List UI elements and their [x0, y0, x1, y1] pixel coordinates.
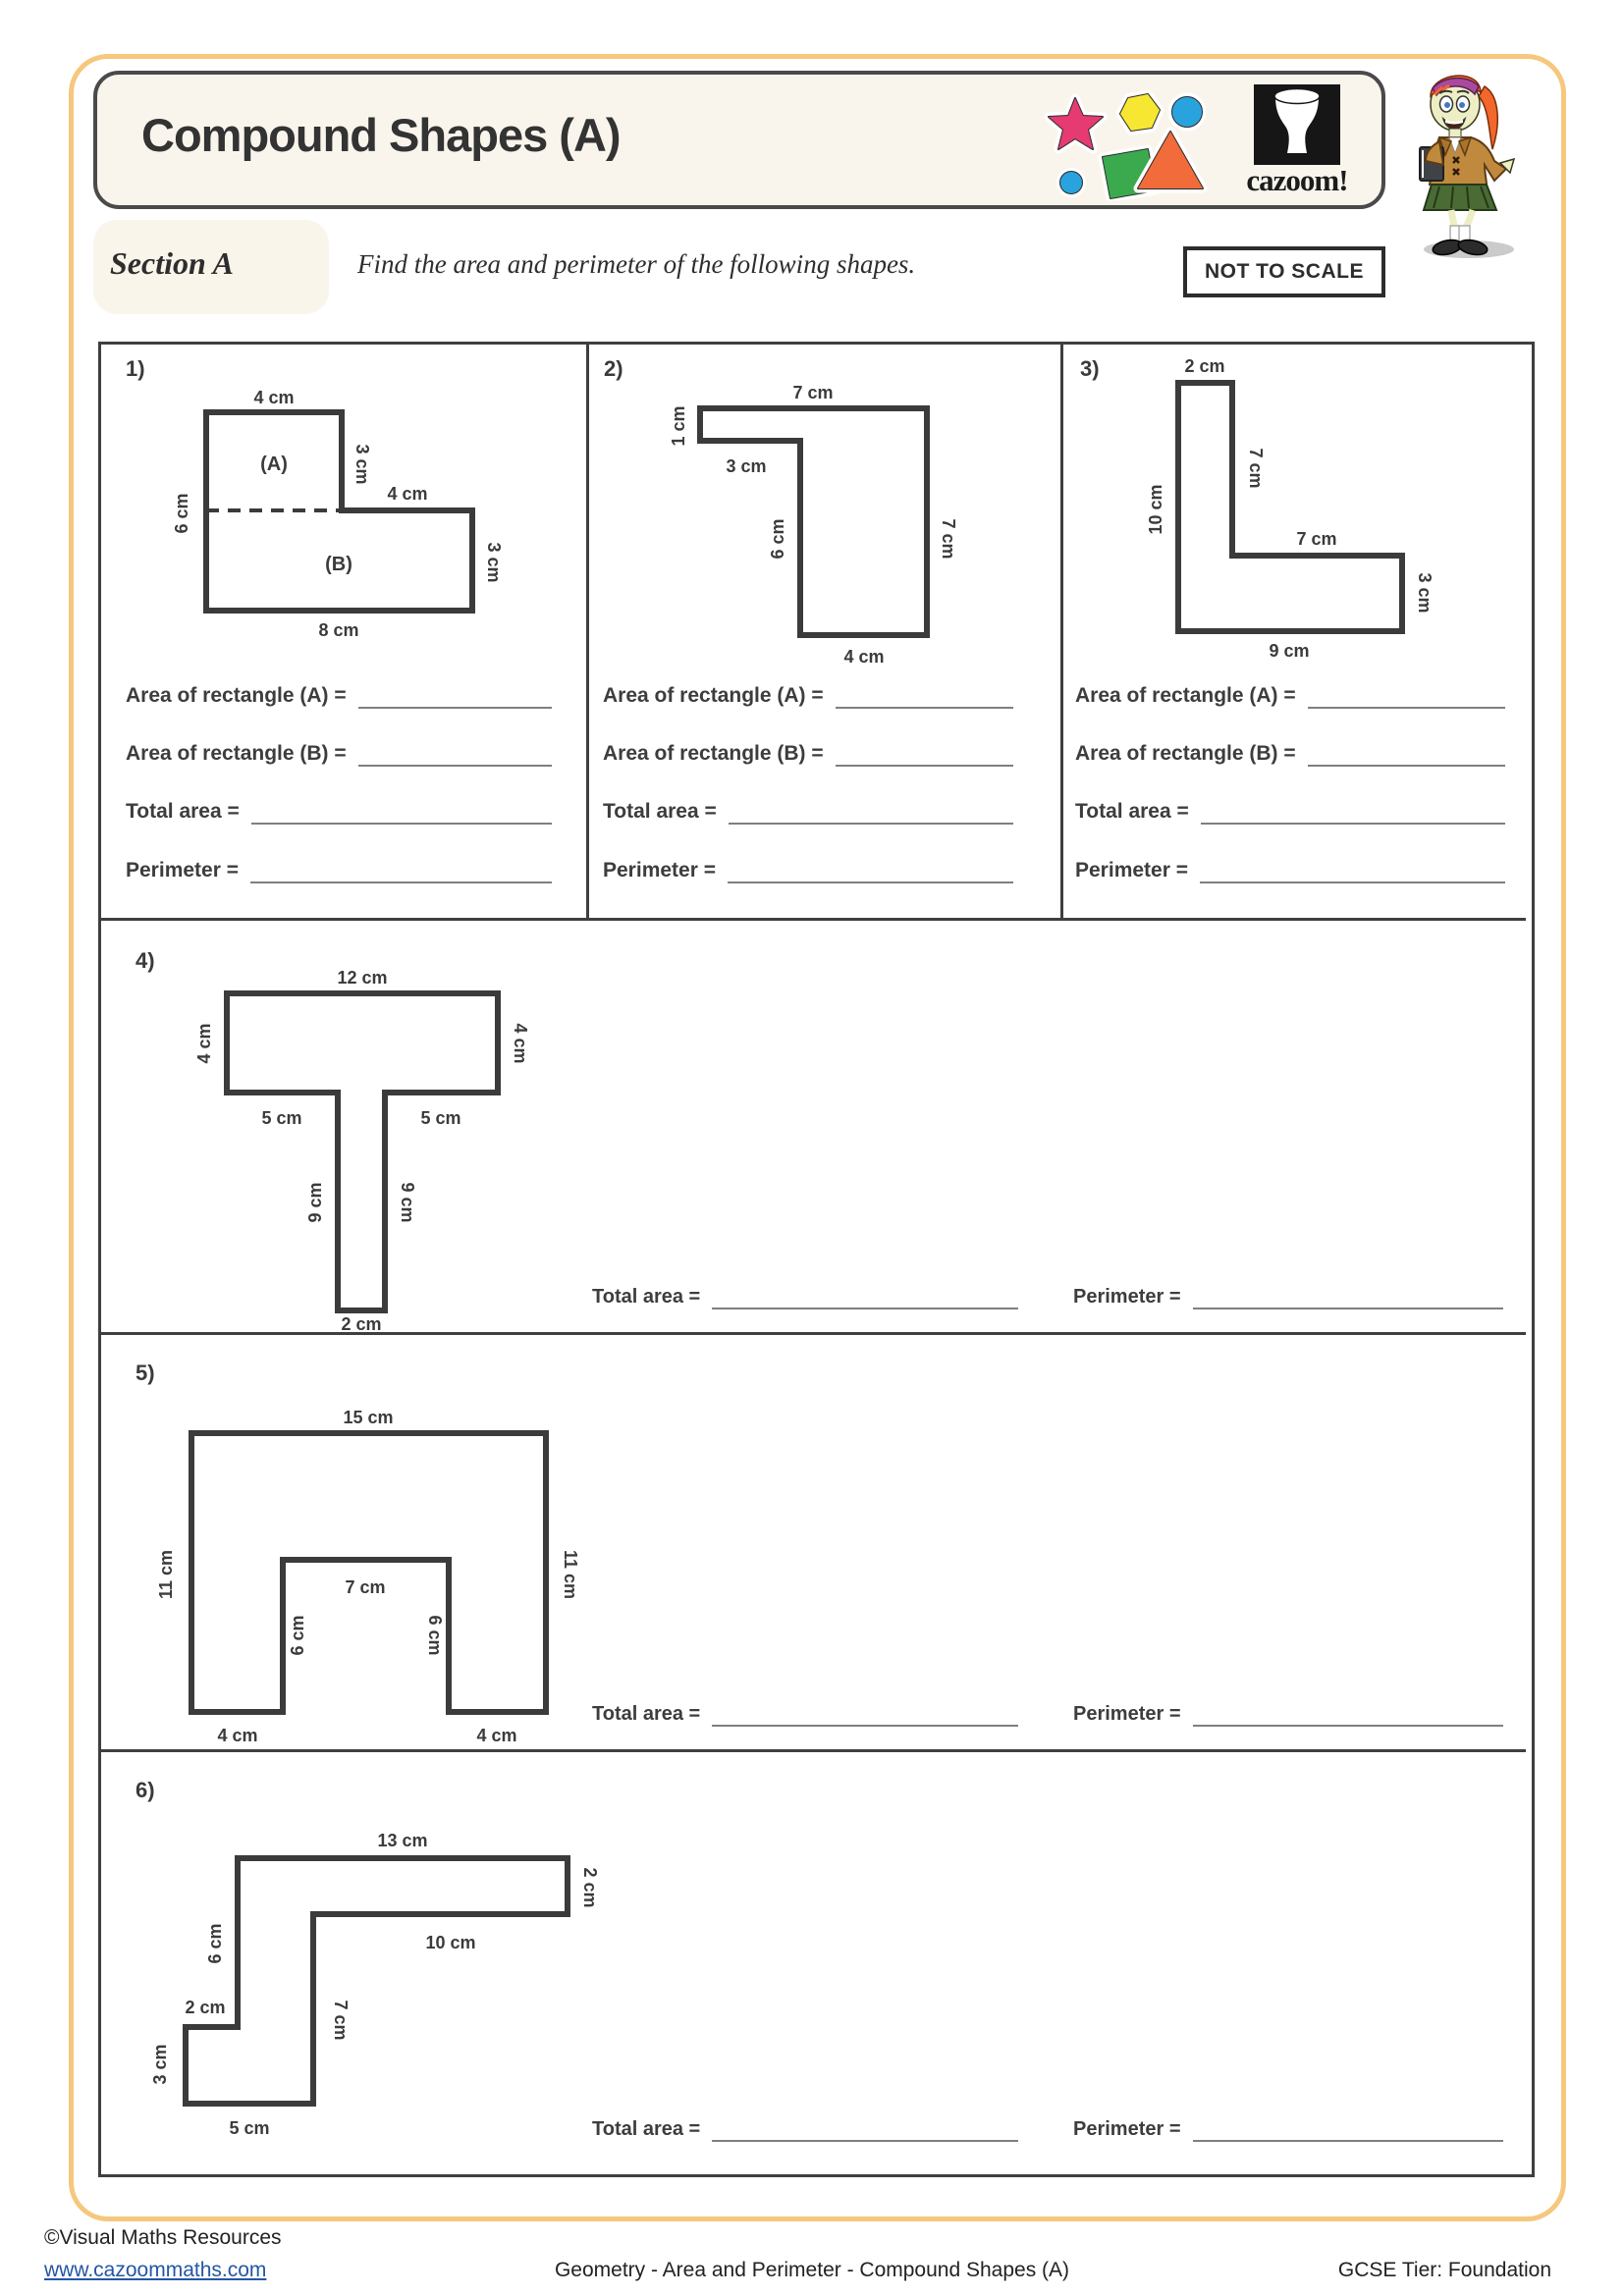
- answer-label: Total area =: [1075, 800, 1189, 823]
- answer-row: [1073, 1699, 1503, 1727]
- dim-label: 10 cm: [1146, 484, 1165, 535]
- rect-b-label: (B): [325, 554, 352, 575]
- mascot-illustration: [1398, 53, 1528, 263]
- shapes-cluster-icon: [1038, 80, 1224, 200]
- answer-blank: [251, 799, 552, 825]
- dim-label: 5 cm: [420, 1108, 461, 1128]
- dim-label: 6 cm: [205, 1923, 225, 1964]
- dim-label: 5 cm: [261, 1108, 302, 1128]
- dim-label: 3 cm: [726, 456, 767, 476]
- dim-label: 6 cm: [172, 493, 191, 534]
- not-to-scale-badge: NOT TO SCALE: [1183, 246, 1385, 297]
- answer-blank: [358, 683, 552, 709]
- answer-row: [592, 1282, 1018, 1309]
- dim-label: 4 cm: [387, 484, 428, 504]
- cazoom-logo: [1228, 84, 1366, 200]
- section-label: Section A: [110, 245, 234, 281]
- answer-row: [126, 739, 552, 767]
- dim-label: 7 cm: [331, 2000, 351, 2041]
- answer-label: Area of rectangle (A) =: [603, 684, 824, 707]
- problem-3-diagram: [1063, 345, 1529, 678]
- problem-4-diagram: [101, 921, 651, 1332]
- answer-row: [603, 739, 1013, 767]
- answer-row: [1075, 856, 1505, 883]
- dim-label: 4 cm: [843, 647, 885, 667]
- footer-website-link[interactable]: www.cazoommaths.com: [44, 2259, 267, 2281]
- dim-label: 12 cm: [337, 968, 388, 988]
- dim-label: 3 cm: [484, 542, 504, 583]
- answer-label: Total area =: [592, 2118, 701, 2140]
- dim-label: 5 cm: [229, 2118, 270, 2138]
- answer-blank: [1193, 1284, 1503, 1309]
- dim-label: 13 cm: [377, 1831, 428, 1850]
- row-1: [101, 345, 1526, 921]
- problem-2: [589, 345, 1063, 918]
- answer-label: Total area =: [592, 1703, 701, 1725]
- answer-blank: [1308, 741, 1505, 767]
- problem-number: 6): [135, 1778, 155, 1802]
- answer-label: Perimeter =: [1073, 2118, 1181, 2140]
- answer-label: Perimeter =: [1075, 859, 1188, 881]
- answer-label: Perimeter =: [1073, 1703, 1181, 1725]
- dim-label: 6 cm: [768, 518, 787, 560]
- problem-5: [101, 1335, 1526, 1752]
- answer-row: [603, 797, 1013, 825]
- problem-number: 4): [135, 948, 155, 973]
- answer-label: Perimeter =: [126, 859, 239, 881]
- answer-blank: [1193, 2116, 1503, 2142]
- answer-label: Total area =: [592, 1286, 701, 1308]
- answer-row: [1075, 681, 1505, 709]
- answer-row: [1075, 739, 1505, 767]
- cazoom-drum-icon: [1254, 84, 1340, 165]
- dim-label: 2 cm: [341, 1314, 382, 1332]
- dim-label: 7 cm: [1296, 529, 1337, 549]
- dim-label: 10 cm: [425, 1933, 476, 1952]
- problem-6-diagram: [101, 1752, 651, 2168]
- answer-row: [592, 1699, 1018, 1727]
- answer-blank: [1308, 683, 1505, 709]
- dim-label: 7 cm: [1246, 448, 1266, 489]
- footer-worksheet-path: Geometry - Area and Perimeter - Compound Shapes (A): [554, 2259, 1070, 2281]
- answer-blank: [1193, 1701, 1503, 1727]
- answer-label: Perimeter =: [603, 859, 716, 881]
- answer-row: [126, 856, 552, 883]
- problem-3: [1063, 345, 1526, 918]
- worksheet-grid: [98, 342, 1535, 2177]
- dim-label: 8 cm: [318, 620, 359, 640]
- problem-4: [101, 921, 1526, 1335]
- answer-row: [1075, 797, 1505, 825]
- dim-label: 7 cm: [939, 518, 958, 560]
- answer-blank: [712, 2116, 1018, 2142]
- dim-label: 4 cm: [253, 388, 295, 407]
- dim-label: 15 cm: [343, 1408, 394, 1427]
- answer-row: [1073, 2114, 1503, 2142]
- problem-number: 1): [126, 356, 145, 381]
- answer-label: Area of rectangle (A) =: [1075, 684, 1296, 707]
- answer-blank: [250, 858, 552, 883]
- instruction-text: Find the area and perimeter of the following shapes.: [357, 249, 916, 279]
- answer-blank: [729, 799, 1013, 825]
- dim-label: 6 cm: [425, 1615, 445, 1656]
- problem-5-diagram: [101, 1335, 651, 1749]
- dim-label: 3 cm: [1415, 572, 1435, 614]
- answer-label: Area of rectangle (B) =: [603, 742, 824, 765]
- dim-label: 11 cm: [561, 1549, 580, 1600]
- cazoom-wordmark: cazoom!: [1246, 163, 1348, 197]
- footer-copyright: ©Visual Maths Resources: [44, 2226, 282, 2249]
- dim-label: 2 cm: [1184, 356, 1225, 376]
- dim-label: 4 cm: [194, 1023, 214, 1064]
- dim-label: 3 cm: [352, 444, 372, 485]
- answer-blank: [728, 858, 1013, 883]
- dim-label: 9 cm: [305, 1182, 325, 1223]
- answer-blank: [358, 741, 552, 767]
- answer-label: Total area =: [126, 800, 240, 823]
- answer-label: Total area =: [603, 800, 717, 823]
- answer-row: [592, 2114, 1018, 2142]
- answer-blank: [1201, 799, 1505, 825]
- answer-label: Perimeter =: [1073, 1286, 1181, 1308]
- dim-label: 3 cm: [150, 2044, 170, 2085]
- answer-row: [1073, 1282, 1503, 1309]
- answer-label: Area of rectangle (A) =: [126, 684, 347, 707]
- dim-label: 2 cm: [185, 1998, 226, 2017]
- answer-row: [126, 797, 552, 825]
- dim-label: 7 cm: [345, 1577, 386, 1597]
- answer-label: Area of rectangle (B) =: [126, 742, 347, 765]
- problem-6: [101, 1752, 1526, 2168]
- dim-label: 11 cm: [156, 1549, 176, 1600]
- answer-blank: [712, 1701, 1018, 1727]
- dim-label: 7 cm: [792, 383, 834, 402]
- header: [93, 71, 1385, 209]
- dim-label: 1 cm: [669, 405, 688, 447]
- problem-2-diagram: [589, 345, 1060, 678]
- dim-label: 4 cm: [476, 1726, 517, 1745]
- rect-a-label: (A): [260, 454, 288, 475]
- dim-label: 4 cm: [217, 1726, 258, 1745]
- answer-row: [603, 681, 1013, 709]
- answer-row: [603, 856, 1013, 883]
- problem-number: 3): [1080, 356, 1100, 381]
- dim-label: 6 cm: [288, 1615, 307, 1656]
- dim-label: 2 cm: [580, 1867, 600, 1908]
- answer-blank: [836, 683, 1013, 709]
- dim-label: 9 cm: [398, 1182, 417, 1223]
- problem-1-diagram: [101, 345, 586, 678]
- answer-label: Area of rectangle (B) =: [1075, 742, 1296, 765]
- answer-blank: [836, 741, 1013, 767]
- answer-row: [126, 681, 552, 709]
- problem-number: 2): [604, 356, 623, 381]
- page-title: Compound Shapes (A): [141, 109, 621, 161]
- dim-label: 9 cm: [1269, 641, 1310, 661]
- problem-number: 5): [135, 1361, 155, 1385]
- footer-tier: GCSE Tier: Foundation: [1337, 2259, 1551, 2281]
- dim-label: 4 cm: [511, 1023, 530, 1064]
- problem-1: [101, 345, 589, 918]
- answer-blank: [712, 1284, 1018, 1309]
- answer-blank: [1200, 858, 1505, 883]
